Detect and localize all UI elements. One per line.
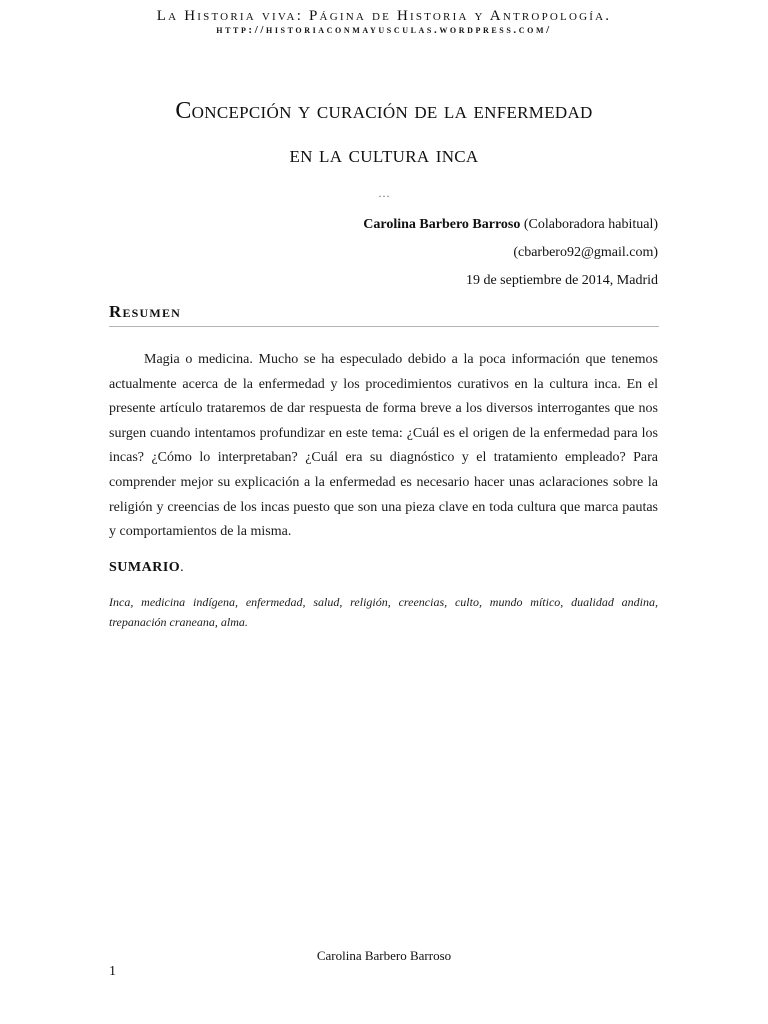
footer-author: Carolina Barbero Barroso (316, 948, 452, 963)
abstract-paragraph: Magia o medicina. Mucho se ha especulado debido a la poca información que tenemos actualmente acerca de la enfermedad y los procedimientos curativos en la cultura inca. En el presente artículo trataremos de dar respuesta de forma breve a los diversos interrogantes que nos surgen cuando intentamos profundizar en este tema: ¿Cuál es el origen de la enfermedad para los incas? ¿Cómo lo interpretaban? ¿Cuál era su diagnóstico y el tratamiento empleado? Para comprender mejor su explicación a la enfermedad es necesario hacer unas aclaraciones sobre la religión y creencias de los incas puesto que son una pieza clave en toda cultura que marca pautas y comportamientos de la misma. (109, 352, 658, 540)
sumario-label: SUMARIO (109, 560, 181, 575)
date-place: 19 de septiembre de 2014, Madrid (465, 273, 658, 288)
author-role: (Colaboradora habitual) (523, 217, 658, 232)
author-email: (cbarbero92@gmail.com) (513, 245, 658, 260)
author-name: Carolina Barbero Barroso (363, 217, 521, 232)
sumario-punct: . (180, 560, 185, 575)
resumen-heading: Resumen (109, 302, 182, 321)
sumario-heading (109, 560, 184, 576)
title-separator: … (378, 186, 390, 200)
header-title: La Historia viva: Página de Historia y Antropología. (156, 8, 612, 24)
page-number: 1 (109, 964, 116, 979)
keywords-list: Inca, medicina indígena, enfermedad, salud, religión, creencias, culto, mundo mítico, dualidad andina, trepanación craneana, alma. (109, 595, 658, 629)
section-divider (109, 326, 659, 327)
article-title-line-1: Concepción y curación de la enfermedad (175, 98, 593, 124)
author-line (363, 217, 658, 233)
header-url[interactable]: http://historiaconmayusculas.wordpress.com/ (216, 24, 552, 36)
article-title-line-2: en la cultura inca (289, 142, 479, 168)
